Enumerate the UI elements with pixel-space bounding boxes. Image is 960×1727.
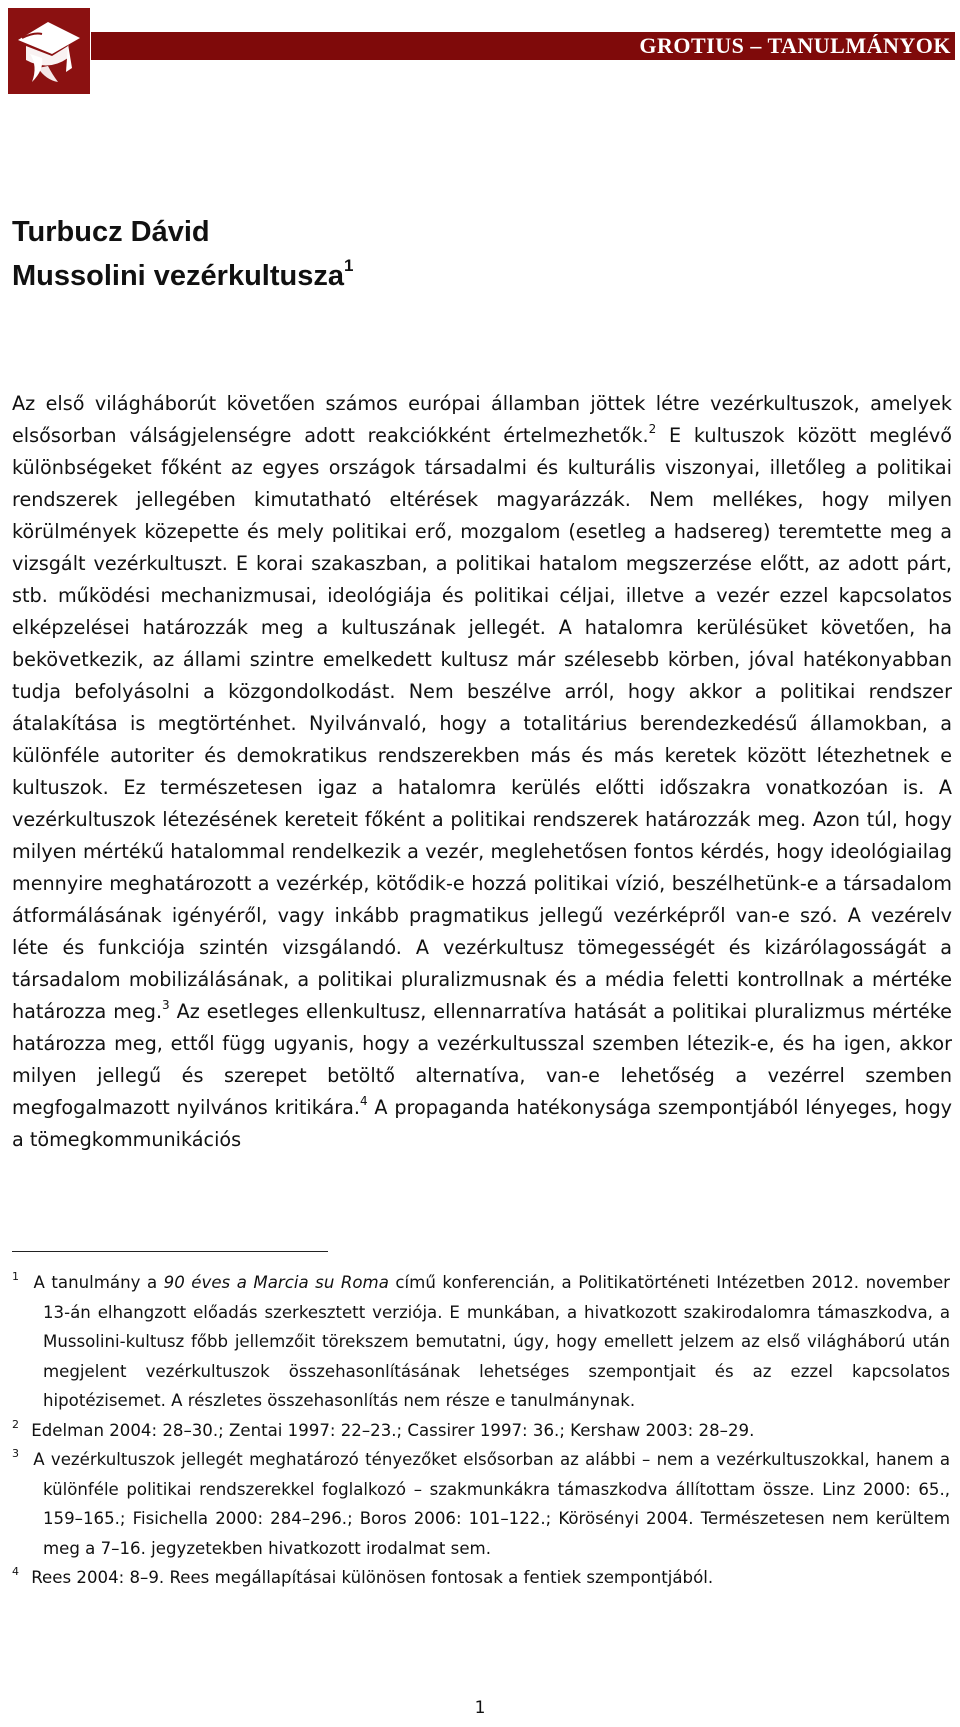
page-number: 1: [474, 1698, 486, 1718]
series-title: GROTIUS – TANULMÁNYOK: [639, 33, 951, 58]
footnotes: [12, 1268, 950, 1593]
header-bar: [91, 32, 955, 60]
body-paragraph: Az első világháborút követően számos európai államban jöttek létre vezérkultuszok, amelyek elsősorban válságjelenségre adott reakciókként értelmezhetők.$^2$ E kultuszok között meglévő különbségeket főként az egyes országok társadalmi és kulturális viszonyai, illetőleg a politikai rendszerek jellegében kimutatható eltérések magyarázzák. Nem mellékes, hogy milyen körülmények közepette és mely politikai erő, mozgalom (esetleg a hadsereg) teremtette meg a vizsgált vezérkultuszt. E korai szakaszban, a politikai hatalom megszerzése előtt, az adott párt, stb. működési mechanizmusai, ideológiája és politikai céljai, illetve a vezér ezzel kapcsolatos elképzelései határozzák meg a kultuszának jellegét. A hatalomra kerülésüket követően, ha bekövetkezik, az állami szintre emelkedett kultusz már szélesebb körben, jóval hatékonyabban tudja befolyásolni a közgondolkodást. Nem beszélve arról, hogy akkor a politikai rendszer átalakítása is megtörténhet. Nyilvánvaló, hogy a totalitárius berendezkedésű államokban, a különféle autoriter és demokratikus rendszerekben más és más keretek között létezhetnek e kultuszok. Ez természetesen igaz a hatalomra kerülés előtti időszakra vonatkozóan is. A vezérkultuszok létezésének kereteit főként a politikai rendszerek határozzák meg. Azon túl, hogy milyen mértékű hatalommal rendelkezik a vezér, meglehetősen fontos kérdés, hogy ideológiailag mennyire meghatározott a vezérkép, kötődik-e hozzá politikai vízió, beszélhetünk-e a társadalom átformálásának igényéről, vagy inkább pragmatikus jellegű vezérképről van-e szó. A vezérelv léte és funkciója szintén vizsgálandó. A vezérkultusz tömegességét és kizárólagosságát a társadalom mobilizálásának, a politikai pluralizmusnak és a média feletti kontrollnak a mértéke határozza meg.$^3$ Az esetleges ellenkultusz, ellennarratíva hatását a politikai pluralizmus mértéke határozza meg, ettől függ ugyanis, hogy a vezérkultusszal szemben létezik-e, és ha igen, akkor milyen jellegű és szerepet betöltő alternatíva, van-e lehetőség a vezérrel szemben megfogalmazott nyilvános kritikára.$^4$ A propaganda hatékonysága szempontjából lényeges, hogy a tömegkommunikációs: [12, 392, 953, 1151]
footnote-3: 3 A vezérkultuszok jellegét meghatározó tényezőket elsősorban az alábbi – nem a vezérkultuszokkal, hanem a különféle politikai rendszerekkel foglalkozó – szakmunkákra támaszkodva állítottam össze. Linz 2000: 65., 159–165.; Fisichella 2000: 284–296.; Boros 2006: 101–122.; Körösényi 2004. Természetesen nem kerültem meg a 7–16. jegyzetekben hivatkozott irodalmat sem.: [12, 1447, 950, 1558]
footnote-4: 4 Rees 2004: 8–9. Rees megállapításai különösen fontosak a fentiek szempontjából.: [12, 1565, 714, 1587]
grotius-logo-icon: [8, 8, 90, 94]
footnote-separator: [12, 1251, 328, 1252]
footnote-ref[interactable]: 3: [162, 998, 170, 1012]
footnote-ref[interactable]: 4: [360, 1094, 368, 1108]
footnote-ref[interactable]: 2: [648, 422, 657, 436]
footnote-ref[interactable]: 1: [344, 256, 354, 275]
article-title: Mussolini vezérkultusza$^1$: [12, 256, 354, 292]
conference-title: 90 éves a Marcia su Roma: [163, 1273, 389, 1292]
footnote-1: 1 A tanulmány a 90 éves a Marcia su Roma című konferencián, a Politikatörténeti Intézetben 2012. november 13-án elhangzott előadás szerkesztett verziója. E munkában, a hivatkozott szakirodalomra támaszkodva, a Mussolini-kultusz főbb jellemzőit törekszem bemutatni, úgy, hogy emellett jelzem az első világháború után megjelent vezérkultuszok összehasonlításának lehetséges szempontjait és az ezzel kapcsolatos hipotézisemet. A részletes összehasonlítás nem része e tanulmánynak.: [12, 1270, 951, 1410]
article-title-block: [12, 210, 912, 298]
page-header: [0, 0, 960, 100]
footnote-2: 2 Edelman 2004: 28–30.; Zentai 1997: 22–23.; Cassirer 1997: 36.; Kershaw 2003: 28–29.: [12, 1417, 755, 1440]
author-name: Turbucz Dávid: [12, 216, 210, 248]
